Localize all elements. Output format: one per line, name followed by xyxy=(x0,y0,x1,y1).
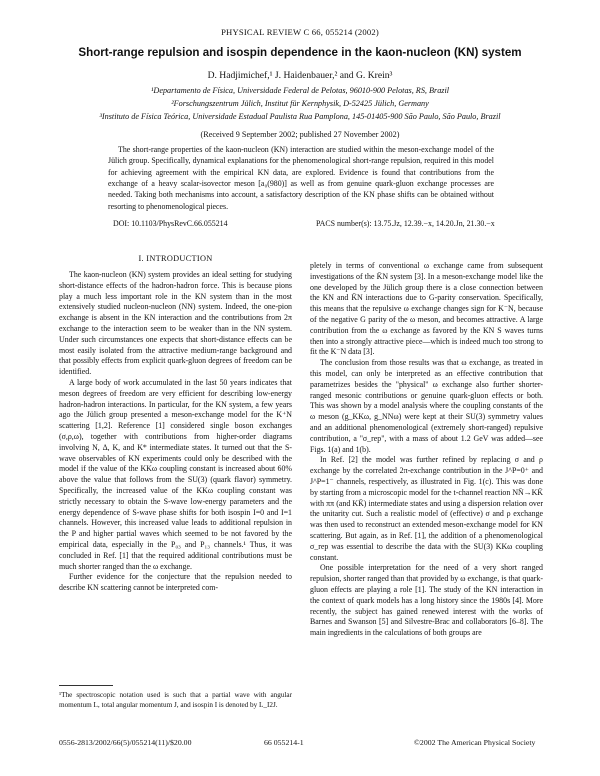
paragraph: Further evidence for the conjecture that the repulsion needed to describe KN scattering cannot be interpreted com- xyxy=(59,572,292,593)
right-column xyxy=(310,261,543,639)
left-column xyxy=(59,270,292,594)
paragraph: In Ref. [2] the model was further refined by replacing σ and ρ exchange by the correlated 2π-exchange contribution in the J^P=0⁺ and J^P=1⁻ channels, respectively, as illustrated in Fig. 1(c). This was done by starting from a microscopic model for the t-channel reaction NN̄→KK̄ with ππ (and KK̄) intermediate states and using a dispersion relation over the unitarity cut. Such a realistic model of (effective) σ and ρ exchange was then used to reconstruct an extended meson-exchange model for KN scattering. But again, as in Ref. [1], the addition of a phenomenological σ_rep was essential to describe the data with the SU(3) KKω coupling constant. xyxy=(310,455,543,562)
received-date: (Received 9 September 2002; published 27 November 2002) xyxy=(200,130,400,139)
footer-copyright: ©2002 The American Physical Society xyxy=(414,738,536,747)
affiliation-3: ³Instituto de Física Teórica, Universidade Estadual Paulista Rua Pamplona, 145-01405-900 São Paulo, São Paulo, Brazil xyxy=(99,112,501,121)
abstract xyxy=(108,144,494,212)
footer-code: 0556-2813/2002/66(5)/055214(11)/$20.00 xyxy=(59,738,192,747)
paragraph: A large body of work accumulated in the last 50 years indicates that meson degrees of freedom are very efficient for describing low-energy hadron-hadron interactions. In particular, for the KN system, a few years ago the Jülich group presented a meson-exchange model for the K⁺N scattering [1,2]. Reference [1] considered single boson exchanges (σ,ρ,ω), together with contributions from higher-order diagrams involving N, Δ, K, and K* intermediate states. It turned out that the S-wave observables of KN experiments could only be described with the model if the value of the KKω coupling constant is increased about 60% above the value that follows from the SU(3) (quark flavor) symmetry. Specifically, the increased value of the KKω coupling constant was strictly necessary to obtain the S-wave low-energy parameters and the energy dependence of S-wave phase shifts for both isospin I=0 and I=1 channels. However, this increased value leads to additional repulsion in the P and higher partial waves which seemed to be not favored by the empirical data, especially in the P₀₃ and P₁₃ channels.¹ Thus, it was concluded in Ref. [1] that the required additional contributions must be much shorter ranged than the ω exchange. xyxy=(59,377,292,571)
pacs-numbers: PACS number(s): 13.75.Jz, 12.39.−x, 14.20.Jn, 21.30.−x xyxy=(316,219,495,228)
paragraph: The conclusion from those results was that ω exchange, as treated in this model, can only be interpreted as an effective contribution that parametrizes besides the "physical" ω exchange also further shorter-ranged mesonic contributions or genuine quark-gluon effects or both. This was shown by a model analysis where the coupling constants of the ω meson (g_KKω, g_NNω) were kept at their SU(3) symmetry values and an additional phenomenological (extremely short-ranged) repulsive contribution, a "σ_rep", with a mass of about 1.2 GeV was added—see Figs. 1(a) and 1(b). xyxy=(310,358,543,454)
doi[interactable]: DOI: 10.1103/PhysRevC.66.055214 xyxy=(113,219,228,228)
section-heading-introduction: I. INTRODUCTION xyxy=(138,254,213,263)
affiliation-2: ²Forschungszentrum Jülich, Institut für Kernphysik, D-52425 Jülich, Germany xyxy=(171,99,429,108)
paragraph: The kaon-nucleon (KN) system provides an ideal setting for studying short-distance effects of the hadron-hadron force. This is because pions play a much less important role in the KN system than in the most extensively studied nucleon-nucleon (NN) system. Indeed, the one-pion exchange is absent in the KN interaction and the contributions from 2π exchange to the interaction seem to be weaker than in the NN system. Under such circumstances one expects that short-distance effects can be most easily isolated from the attractive medium-range background and that possibly effects from explicit quark-gluon degrees of freedom can be identified. xyxy=(59,270,292,377)
footnote-divider xyxy=(59,685,113,686)
journal-header: PHYSICAL REVIEW C 66, 055214 (2002) xyxy=(221,27,379,37)
paragraph: pletely in terms of conventional ω exchange came from subsequent investigations of the K̄N system [3]. In a meson-exchange model like the one developed by the Jülich group there is a close connection between the KN and K̄N interactions due to G-parity conservation. Specifically, this means that the repulsive ω exchange changes sign for K⁻N, because of the negative G parity of the ω meson, and becomes attractive. A large contribution from the ω exchange as favored by the KN S waves turns then into a strongly attractive piece—which is indeed much too strong to fit the K⁻N data [3]. xyxy=(310,261,543,357)
paragraph: One possible interpretation for the need of a very short ranged repulsion, shorter ranged than that provided by ω exchange, is that quark-gluon effects are playing a role [1]. The study of the KN interaction in the context of quark models has a long history since the 1980s [4]. More recently, the subject has gained renewed interest with the works of Barnes and Swanson [5] and Silvestre-Brac and collaborators [6–8]. The main ingredients in the calculations of both groups are xyxy=(310,563,543,638)
abstract-text: The short-range properties of the kaon-nucleon (KN) interaction are studied within the meson-exchange model of the Jülich group. Specifically, dynamical explanations for the phenomenological short-range repulsion, required in this model for achieving agreement with the empirical KN data, are explored. Evidence is found that contributions from the exchange of a heavy scalar-isovector meson [a₀(980)] as well as from genuine quark-gluon exchange processes are needed. Taking both mechanisms into account, a satisfactory description of the KN phase shifts can be obtained without resorting to phenomenological pieces. xyxy=(108,145,494,211)
affiliation-1: ¹Departamento de Física, Universidade Federal de Pelotas, 96010-900 Pelotas, RS, Brazil xyxy=(150,86,450,95)
footnote: ¹The spectroscopic notation used is such that a partial wave with angular momentum L, total angular momentum J, and isospin I is denoted by L_I2J. xyxy=(59,691,292,709)
author-list: D. Hadjimichef,¹ J. Haidenbauer,² and G. Krein³ xyxy=(207,70,393,81)
footer-page-number: 66 055214-1 xyxy=(264,738,304,747)
paper-title: Short-range repulsion and isospin dependence in the kaon-nucleon (KN) system xyxy=(78,46,522,59)
